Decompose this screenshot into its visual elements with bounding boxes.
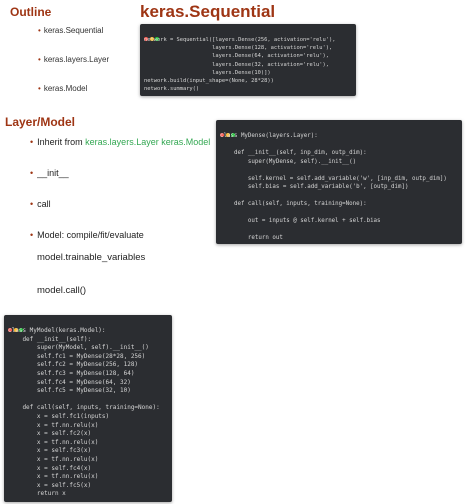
layer-model-item-label: __init__ xyxy=(37,168,69,178)
code-line: x = tf.nn.relu(x) xyxy=(8,455,99,463)
code-line: out = inputs @ self.kernel + self.bias xyxy=(220,218,381,224)
inherit-layer-link: keras.layers.Layer xyxy=(85,137,159,147)
window-controls xyxy=(8,319,25,324)
bullet-dot: • xyxy=(38,26,41,35)
code-line xyxy=(220,141,447,150)
code-line xyxy=(220,166,447,175)
layer-model-item-init xyxy=(30,168,69,178)
outline-item-sequential xyxy=(38,26,103,35)
code-line: self.fc2 = MyDense(256, 128) xyxy=(8,361,139,369)
code-line: x = self.fc4(x) xyxy=(8,464,92,472)
code-line: def call(self, inputs, training=None): xyxy=(220,201,367,207)
code-line: network.summary() xyxy=(144,86,200,93)
bullet-dot: • xyxy=(30,168,34,178)
code-line: network.build(input_shape=(None, 28*28)) xyxy=(144,78,274,85)
layer-model-item-label: call xyxy=(37,199,51,209)
inherit-prefix: Inherit from xyxy=(37,137,86,147)
code-line: self.fc1 = MyDense(28*28, 256) xyxy=(8,352,146,360)
layer-model-item-call xyxy=(30,199,51,209)
mydense-code xyxy=(220,132,447,243)
layer-model-item-label: Model: compile/fit/evaluate xyxy=(37,230,144,240)
code-line: x = self.fc1(inputs) xyxy=(8,412,110,420)
code-line: x = tf.nn.relu(x) xyxy=(8,421,99,429)
model-call-item: model.call() xyxy=(37,285,87,296)
mymodel-code-window xyxy=(4,315,172,502)
code-line: def __init__(self): xyxy=(8,335,92,343)
code-line: class MyModel(keras.Model): xyxy=(8,327,106,334)
code-line: x = tf.nn.relu(x) xyxy=(8,473,99,481)
code-line: layers.Dense(32, activation='relu'), xyxy=(144,61,329,68)
code-line: x = self.fc3(x) xyxy=(8,447,92,455)
outline-item-label: keras.layers.Layer xyxy=(43,55,110,64)
code-line xyxy=(220,192,447,201)
inherit-model-link: keras.Model xyxy=(161,137,211,147)
mymodel-code xyxy=(8,327,160,499)
code-line: self.fc3 = MyDense(128, 64) xyxy=(8,369,135,377)
bullet-dot: • xyxy=(30,137,34,147)
code-line: self.fc4 = MyDense(64, 32) xyxy=(8,378,131,386)
code-line xyxy=(220,209,447,218)
outline-title: Outline xyxy=(10,5,52,19)
code-line: super(MyModel, self).__init__() xyxy=(8,344,149,352)
code-line: def __init__(self, inp_dim, outp_dim): xyxy=(220,150,367,156)
sequential-code xyxy=(144,36,335,93)
outline-item-layer xyxy=(38,55,109,64)
layer-model-item-compile xyxy=(30,230,144,240)
layer-model-title: Layer/Model xyxy=(5,115,76,129)
window-controls xyxy=(220,124,237,129)
code-line: self.bias = self.add_variable('b', [outp_dim]) xyxy=(220,184,409,190)
bullet-dot: • xyxy=(30,199,34,209)
code-line: return out xyxy=(220,235,283,241)
code-line: layers.Dense(128, activation='relu'), xyxy=(144,45,333,52)
code-line xyxy=(220,226,447,235)
code-line: layers.Dense(64, activation='relu'), xyxy=(144,53,329,60)
code-line xyxy=(8,396,160,405)
layer-model-item-inherit xyxy=(30,137,210,147)
code-line: x = self.fc2(x) xyxy=(8,430,92,438)
mydense-code-window xyxy=(216,120,462,244)
window-controls xyxy=(144,28,161,33)
sequential-title: keras.Sequential xyxy=(140,2,276,21)
outline-item-model xyxy=(38,84,87,93)
bullet-dot: • xyxy=(30,230,34,240)
code-line: network = Sequential([layers.Dense(256, activation='relu'), xyxy=(144,37,336,43)
bullet-dot: • xyxy=(38,84,41,93)
bullet-dot: • xyxy=(38,55,41,64)
code-line: layers.Dense(10)]) xyxy=(144,69,271,76)
code-line: x = tf.nn.relu(x) xyxy=(8,438,99,446)
code-line: super(MyDense, self).__init__() xyxy=(220,158,357,165)
outline-item-label: keras.Model xyxy=(43,84,88,93)
code-line: class MyDense(layers.Layer): xyxy=(220,133,318,139)
trainable-variables-item: model.trainable_variables xyxy=(37,252,146,263)
code-line: x = self.fc5(x) xyxy=(8,481,92,489)
code-line: self.kernel = self.add_variable('w', [inp_dim, outp_dim]) xyxy=(220,175,447,182)
outline-item-label: keras.Sequential xyxy=(43,26,104,35)
code-line: def call(self, inputs, training=None): xyxy=(8,404,160,412)
code-line: return x xyxy=(8,490,66,498)
code-line: self.fc5 = MyDense(32, 10) xyxy=(8,387,131,395)
sequential-code-window xyxy=(140,24,356,96)
